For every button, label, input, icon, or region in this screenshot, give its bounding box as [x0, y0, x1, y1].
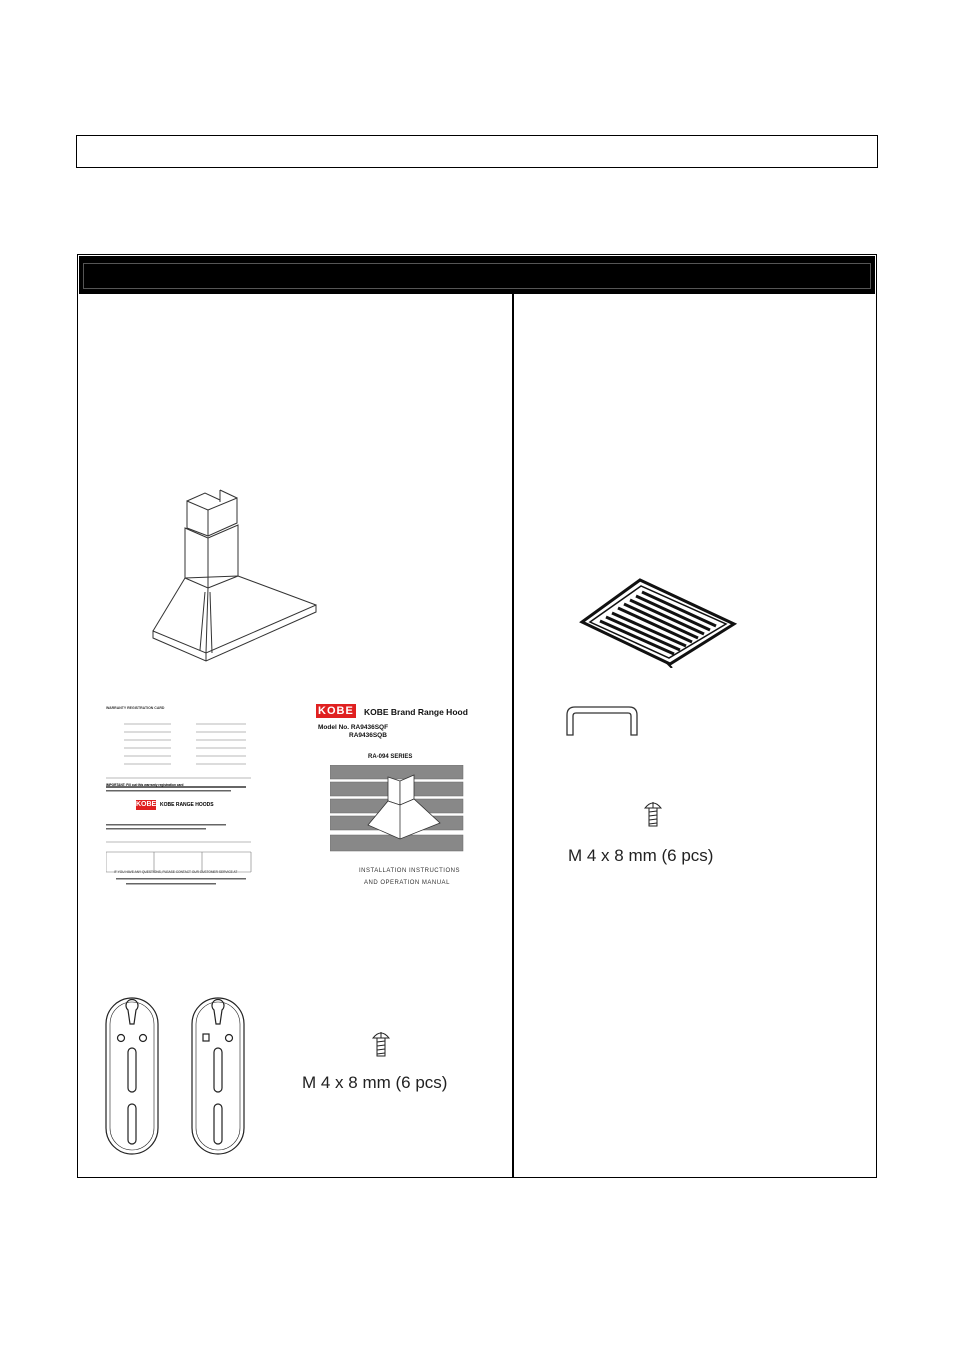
- warranty-card-important: IMPORTANT: Fill out this warranty registration card: [106, 783, 184, 787]
- manual-model-line2: RA9436SQB: [349, 732, 387, 739]
- manual-footer-line1: INSTALLATION INSTRUCTIONS: [359, 868, 460, 874]
- kobe-logo-small: KOBE: [136, 801, 157, 808]
- range-hood-image: [150, 488, 325, 664]
- section-title-box: [76, 135, 878, 168]
- warranty-card-image: [106, 706, 256, 896]
- mounting-brackets-image: [104, 996, 250, 1158]
- warranty-card-brand: KOBE RANGE HOODS: [160, 802, 214, 808]
- screw-quantity-label: M 4 x 8 mm (6 pcs): [302, 1073, 448, 1092]
- manual-series: RA-094 SERIES: [368, 754, 413, 760]
- warranty-card-bottom-note: IF YOU HAVE ANY QUESTIONS, PLEASE CONTACT OUR CUSTOMER SERVICE AT: [114, 870, 238, 874]
- kobe-logo: KOBE: [318, 705, 354, 717]
- filter-handle-image: [563, 703, 641, 737]
- manual-cover-image: [316, 703, 466, 893]
- parts-table-header-frame: [83, 263, 871, 289]
- screw-icon-right: [643, 799, 663, 829]
- screw-quantity-label-right: M 4 x 8 mm (6 pcs): [568, 846, 714, 865]
- screw-icon: [371, 1029, 391, 1059]
- grease-filter-image: [578, 576, 738, 668]
- manual-model-line1: Model No. RA9436SQF: [318, 724, 389, 731]
- manual-cover-illustration: [330, 765, 464, 855]
- manual-title: KOBE Brand Range Hood: [364, 707, 468, 717]
- manual-footer-line2: AND OPERATION MANUAL: [364, 880, 450, 886]
- column-divider: [512, 294, 514, 1177]
- warranty-card-title: WARRANTY REGISTRATION CARD: [106, 706, 165, 710]
